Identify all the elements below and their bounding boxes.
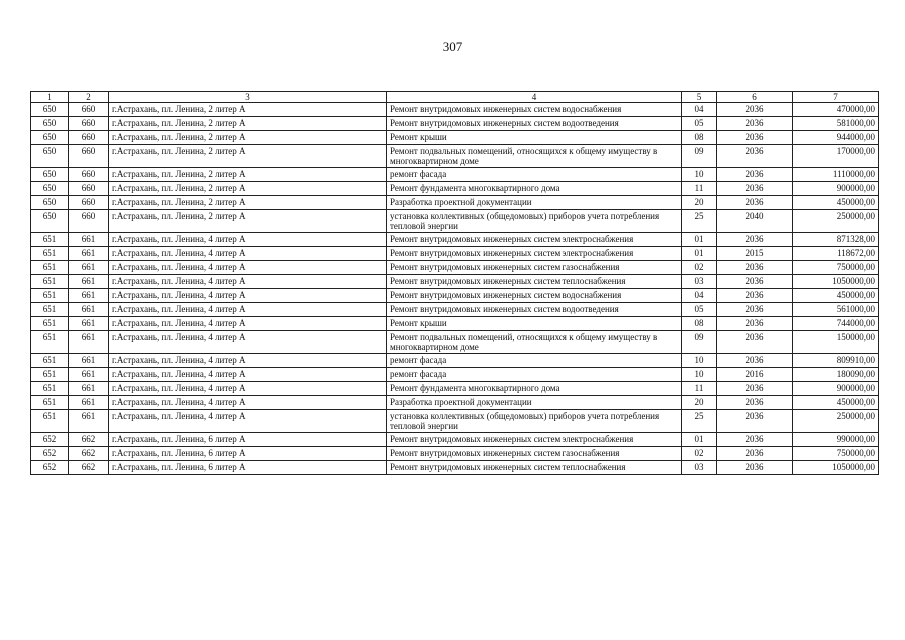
- row-number-cell: 651: [31, 303, 69, 317]
- table-row: [31, 368, 879, 382]
- house-number-cell: 660: [69, 145, 109, 168]
- house-number-cell: 661: [69, 317, 109, 331]
- cost-cell: 744000,00: [793, 317, 879, 331]
- table-row: [31, 461, 879, 475]
- cost-cell: 1050000,00: [793, 275, 879, 289]
- house-number-cell: 661: [69, 261, 109, 275]
- cost-cell: 944000,00: [793, 131, 879, 145]
- work-code-cell: 11: [682, 382, 717, 396]
- year-cell: 2016: [717, 368, 793, 382]
- house-number-cell: 660: [69, 196, 109, 210]
- cost-cell: 1110000,00: [793, 168, 879, 182]
- work-type-cell: установка коллективных (общедомовых) приборов учета потребления тепловой энергии: [387, 210, 682, 233]
- work-type-cell: Ремонт внутридомовых инженерных систем электроснабжения: [387, 247, 682, 261]
- work-code-cell: 08: [682, 317, 717, 331]
- table-row: [31, 331, 879, 354]
- address-cell: г.Астрахань, пл. Ленина, 2 литер А: [109, 182, 387, 196]
- work-type-cell: Ремонт внутридомовых инженерных систем теплоснабжения: [387, 461, 682, 475]
- house-number-cell: 660: [69, 210, 109, 233]
- house-number-cell: 660: [69, 131, 109, 145]
- table-row: [31, 447, 879, 461]
- table-row: [31, 354, 879, 368]
- row-number-cell: 651: [31, 317, 69, 331]
- year-cell: 2040: [717, 210, 793, 233]
- address-cell: г.Астрахань, пл. Ленина, 4 литер А: [109, 289, 387, 303]
- house-number-cell: 661: [69, 410, 109, 433]
- year-cell: 2036: [717, 168, 793, 182]
- work-code-cell: 05: [682, 117, 717, 131]
- year-cell: 2036: [717, 447, 793, 461]
- row-number-cell: 652: [31, 447, 69, 461]
- year-cell: 2036: [717, 461, 793, 475]
- year-cell: 2036: [717, 433, 793, 447]
- house-number-cell: 662: [69, 461, 109, 475]
- year-cell: 2036: [717, 275, 793, 289]
- table-row: [31, 182, 879, 196]
- row-number-cell: 650: [31, 103, 69, 117]
- work-code-cell: 10: [682, 354, 717, 368]
- address-cell: г.Астрахань, пл. Ленина, 6 литер А: [109, 461, 387, 475]
- cost-cell: 900000,00: [793, 182, 879, 196]
- year-cell: 2036: [717, 317, 793, 331]
- work-type-cell: Ремонт фундамента многоквартирного дома: [387, 382, 682, 396]
- header-col-2: 2: [69, 92, 109, 103]
- row-number-cell: 650: [31, 117, 69, 131]
- work-type-cell: Ремонт внутридомовых инженерных систем газоснабжения: [387, 261, 682, 275]
- row-number-cell: 651: [31, 331, 69, 354]
- year-cell: 2036: [717, 289, 793, 303]
- table-row: [31, 261, 879, 275]
- row-number-cell: 650: [31, 145, 69, 168]
- year-cell: 2036: [717, 117, 793, 131]
- address-cell: г.Астрахань, пл. Ленина, 4 литер А: [109, 410, 387, 433]
- work-type-cell: ремонт фасада: [387, 168, 682, 182]
- row-number-cell: 651: [31, 368, 69, 382]
- year-cell: 2036: [717, 303, 793, 317]
- address-cell: г.Астрахань, пл. Ленина, 2 литер А: [109, 145, 387, 168]
- work-code-cell: 20: [682, 196, 717, 210]
- address-cell: г.Астрахань, пл. Ленина, 6 литер А: [109, 447, 387, 461]
- cost-cell: 450000,00: [793, 289, 879, 303]
- address-cell: г.Астрахань, пл. Ленина, 4 литер А: [109, 233, 387, 247]
- work-type-cell: Разработка проектной документации: [387, 396, 682, 410]
- table-row: [31, 247, 879, 261]
- work-code-cell: 11: [682, 182, 717, 196]
- cost-cell: 450000,00: [793, 396, 879, 410]
- table-row: [31, 289, 879, 303]
- year-cell: 2036: [717, 103, 793, 117]
- work-code-cell: 08: [682, 131, 717, 145]
- address-cell: г.Астрахань, пл. Ленина, 4 литер А: [109, 396, 387, 410]
- work-type-cell: Ремонт внутридомовых инженерных систем водоснабжения: [387, 289, 682, 303]
- work-type-cell: Ремонт внутридомовых инженерных систем электроснабжения: [387, 433, 682, 447]
- work-code-cell: 01: [682, 433, 717, 447]
- page-number: 307: [442, 39, 463, 54]
- table-row: [31, 117, 879, 131]
- row-number-cell: 651: [31, 382, 69, 396]
- work-type-cell: Ремонт внутридомовых инженерных систем водоотведения: [387, 303, 682, 317]
- work-code-cell: 04: [682, 103, 717, 117]
- cost-cell: 170000,00: [793, 145, 879, 168]
- row-number-cell: 651: [31, 275, 69, 289]
- work-code-cell: 25: [682, 210, 717, 233]
- row-number-cell: 651: [31, 354, 69, 368]
- house-number-cell: 661: [69, 247, 109, 261]
- work-code-cell: 05: [682, 303, 717, 317]
- header-col-3: 3: [109, 92, 387, 103]
- work-code-cell: 10: [682, 168, 717, 182]
- header-col-1: 1: [31, 92, 69, 103]
- address-cell: г.Астрахань, пл. Ленина, 2 литер А: [109, 131, 387, 145]
- cost-cell: 450000,00: [793, 196, 879, 210]
- address-cell: г.Астрахань, пл. Ленина, 2 литер А: [109, 196, 387, 210]
- house-number-cell: 661: [69, 396, 109, 410]
- cost-cell: 561000,00: [793, 303, 879, 317]
- work-code-cell: 04: [682, 289, 717, 303]
- address-cell: г.Астрахань, пл. Ленина, 2 литер А: [109, 168, 387, 182]
- work-type-cell: Ремонт крыши: [387, 317, 682, 331]
- house-number-cell: 662: [69, 433, 109, 447]
- house-number-cell: 661: [69, 368, 109, 382]
- work-code-cell: 09: [682, 331, 717, 354]
- address-cell: г.Астрахань, пл. Ленина, 4 литер А: [109, 331, 387, 354]
- address-cell: г.Астрахань, пл. Ленина, 4 литер А: [109, 247, 387, 261]
- table-row: [31, 433, 879, 447]
- work-type-cell: ремонт фасада: [387, 354, 682, 368]
- work-type-cell: Ремонт крыши: [387, 131, 682, 145]
- work-type-cell: Ремонт фундамента многоквартирного дома: [387, 182, 682, 196]
- cost-cell: 900000,00: [793, 382, 879, 396]
- year-cell: 2036: [717, 233, 793, 247]
- header-row: [31, 92, 879, 103]
- cost-cell: 990000,00: [793, 433, 879, 447]
- table-row: [31, 317, 879, 331]
- work-type-cell: Ремонт подвальных помещений, относящихся к общему имуществу в многоквартирном доме: [387, 331, 682, 354]
- work-type-cell: Ремонт внутридомовых инженерных систем водоснабжения: [387, 103, 682, 117]
- header-col-4: 4: [387, 92, 682, 103]
- cost-cell: 250000,00: [793, 410, 879, 433]
- work-type-cell: ремонт фасада: [387, 368, 682, 382]
- header-col-7: 7: [793, 92, 879, 103]
- row-number-cell: 652: [31, 433, 69, 447]
- work-type-cell: Ремонт внутридомовых инженерных систем электроснабжения: [387, 233, 682, 247]
- cost-cell: 581000,00: [793, 117, 879, 131]
- year-cell: 2036: [717, 131, 793, 145]
- year-cell: 2036: [717, 196, 793, 210]
- work-type-cell: установка коллективных (общедомовых) приборов учета потребления тепловой энергии: [387, 410, 682, 433]
- address-cell: г.Астрахань, пл. Ленина, 2 литер А: [109, 210, 387, 233]
- cost-cell: 1050000,00: [793, 461, 879, 475]
- work-code-cell: 10: [682, 368, 717, 382]
- table-row: [31, 145, 879, 168]
- row-number-cell: 650: [31, 131, 69, 145]
- row-number-cell: 650: [31, 196, 69, 210]
- cost-cell: 150000,00: [793, 331, 879, 354]
- house-number-cell: 661: [69, 233, 109, 247]
- house-number-cell: 660: [69, 117, 109, 131]
- row-number-cell: 651: [31, 233, 69, 247]
- table-row: [31, 382, 879, 396]
- address-cell: г.Астрахань, пл. Ленина, 4 литер А: [109, 382, 387, 396]
- year-cell: 2036: [717, 182, 793, 196]
- cost-cell: 750000,00: [793, 261, 879, 275]
- table-row: [31, 303, 879, 317]
- cost-cell: 809910,00: [793, 354, 879, 368]
- address-cell: г.Астрахань, пл. Ленина, 4 литер А: [109, 354, 387, 368]
- row-number-cell: 652: [31, 461, 69, 475]
- work-code-cell: 20: [682, 396, 717, 410]
- address-cell: г.Астрахань, пл. Ленина, 4 литер А: [109, 303, 387, 317]
- row-number-cell: 650: [31, 182, 69, 196]
- table-row: [31, 410, 879, 433]
- address-cell: г.Астрахань, пл. Ленина, 6 литер А: [109, 433, 387, 447]
- cost-cell: 250000,00: [793, 210, 879, 233]
- year-cell: 2036: [717, 261, 793, 275]
- work-code-cell: 09: [682, 145, 717, 168]
- table-row: [31, 396, 879, 410]
- row-number-cell: 651: [31, 396, 69, 410]
- work-type-cell: Ремонт подвальных помещений, относящихся к общему имуществу в многоквартирном доме: [387, 145, 682, 168]
- house-number-cell: 661: [69, 303, 109, 317]
- house-number-cell: 660: [69, 103, 109, 117]
- house-number-cell: 661: [69, 331, 109, 354]
- table-row: [31, 196, 879, 210]
- work-type-cell: Ремонт внутридомовых инженерных систем водоотведения: [387, 117, 682, 131]
- row-number-cell: 651: [31, 261, 69, 275]
- house-number-cell: 660: [69, 168, 109, 182]
- work-type-cell: Разработка проектной документации: [387, 196, 682, 210]
- work-code-cell: 03: [682, 461, 717, 475]
- row-number-cell: 651: [31, 289, 69, 303]
- repair-schedule-table: [30, 91, 879, 475]
- row-number-cell: 650: [31, 210, 69, 233]
- cost-cell: 750000,00: [793, 447, 879, 461]
- year-cell: 2015: [717, 247, 793, 261]
- house-number-cell: 661: [69, 354, 109, 368]
- address-cell: г.Астрахань, пл. Ленина, 4 литер А: [109, 275, 387, 289]
- house-number-cell: 661: [69, 289, 109, 303]
- row-number-cell: 651: [31, 247, 69, 261]
- work-code-cell: 03: [682, 275, 717, 289]
- address-cell: г.Астрахань, пл. Ленина, 4 литер А: [109, 317, 387, 331]
- address-cell: г.Астрахань, пл. Ленина, 4 литер А: [109, 261, 387, 275]
- table-row: [31, 233, 879, 247]
- address-cell: г.Астрахань, пл. Ленина, 4 литер А: [109, 368, 387, 382]
- table-body: [31, 103, 879, 475]
- house-number-cell: 661: [69, 275, 109, 289]
- cost-cell: 871328,00: [793, 233, 879, 247]
- header-col-5: 5: [682, 92, 717, 103]
- row-number-cell: 651: [31, 410, 69, 433]
- house-number-cell: 661: [69, 382, 109, 396]
- table-row: [31, 168, 879, 182]
- row-number-cell: 650: [31, 168, 69, 182]
- table-row: [31, 131, 879, 145]
- year-cell: 2036: [717, 396, 793, 410]
- year-cell: 2036: [717, 331, 793, 354]
- work-code-cell: 01: [682, 247, 717, 261]
- year-cell: 2036: [717, 145, 793, 168]
- work-type-cell: Ремонт внутридомовых инженерных систем газоснабжения: [387, 447, 682, 461]
- work-code-cell: 02: [682, 261, 717, 275]
- table-row: [31, 275, 879, 289]
- cost-cell: 180090,00: [793, 368, 879, 382]
- address-cell: г.Астрахань, пл. Ленина, 2 литер А: [109, 103, 387, 117]
- year-cell: 2036: [717, 354, 793, 368]
- header-col-6: 6: [717, 92, 793, 103]
- work-code-cell: 02: [682, 447, 717, 461]
- work-code-cell: 01: [682, 233, 717, 247]
- year-cell: 2036: [717, 410, 793, 433]
- house-number-cell: 660: [69, 182, 109, 196]
- table-row: [31, 103, 879, 117]
- address-cell: г.Астрахань, пл. Ленина, 2 литер А: [109, 117, 387, 131]
- work-code-cell: 25: [682, 410, 717, 433]
- house-number-cell: 662: [69, 447, 109, 461]
- work-type-cell: Ремонт внутридомовых инженерных систем теплоснабжения: [387, 275, 682, 289]
- cost-cell: 470000,00: [793, 103, 879, 117]
- cost-cell: 118672,00: [793, 247, 879, 261]
- table-row: [31, 210, 879, 233]
- year-cell: 2036: [717, 382, 793, 396]
